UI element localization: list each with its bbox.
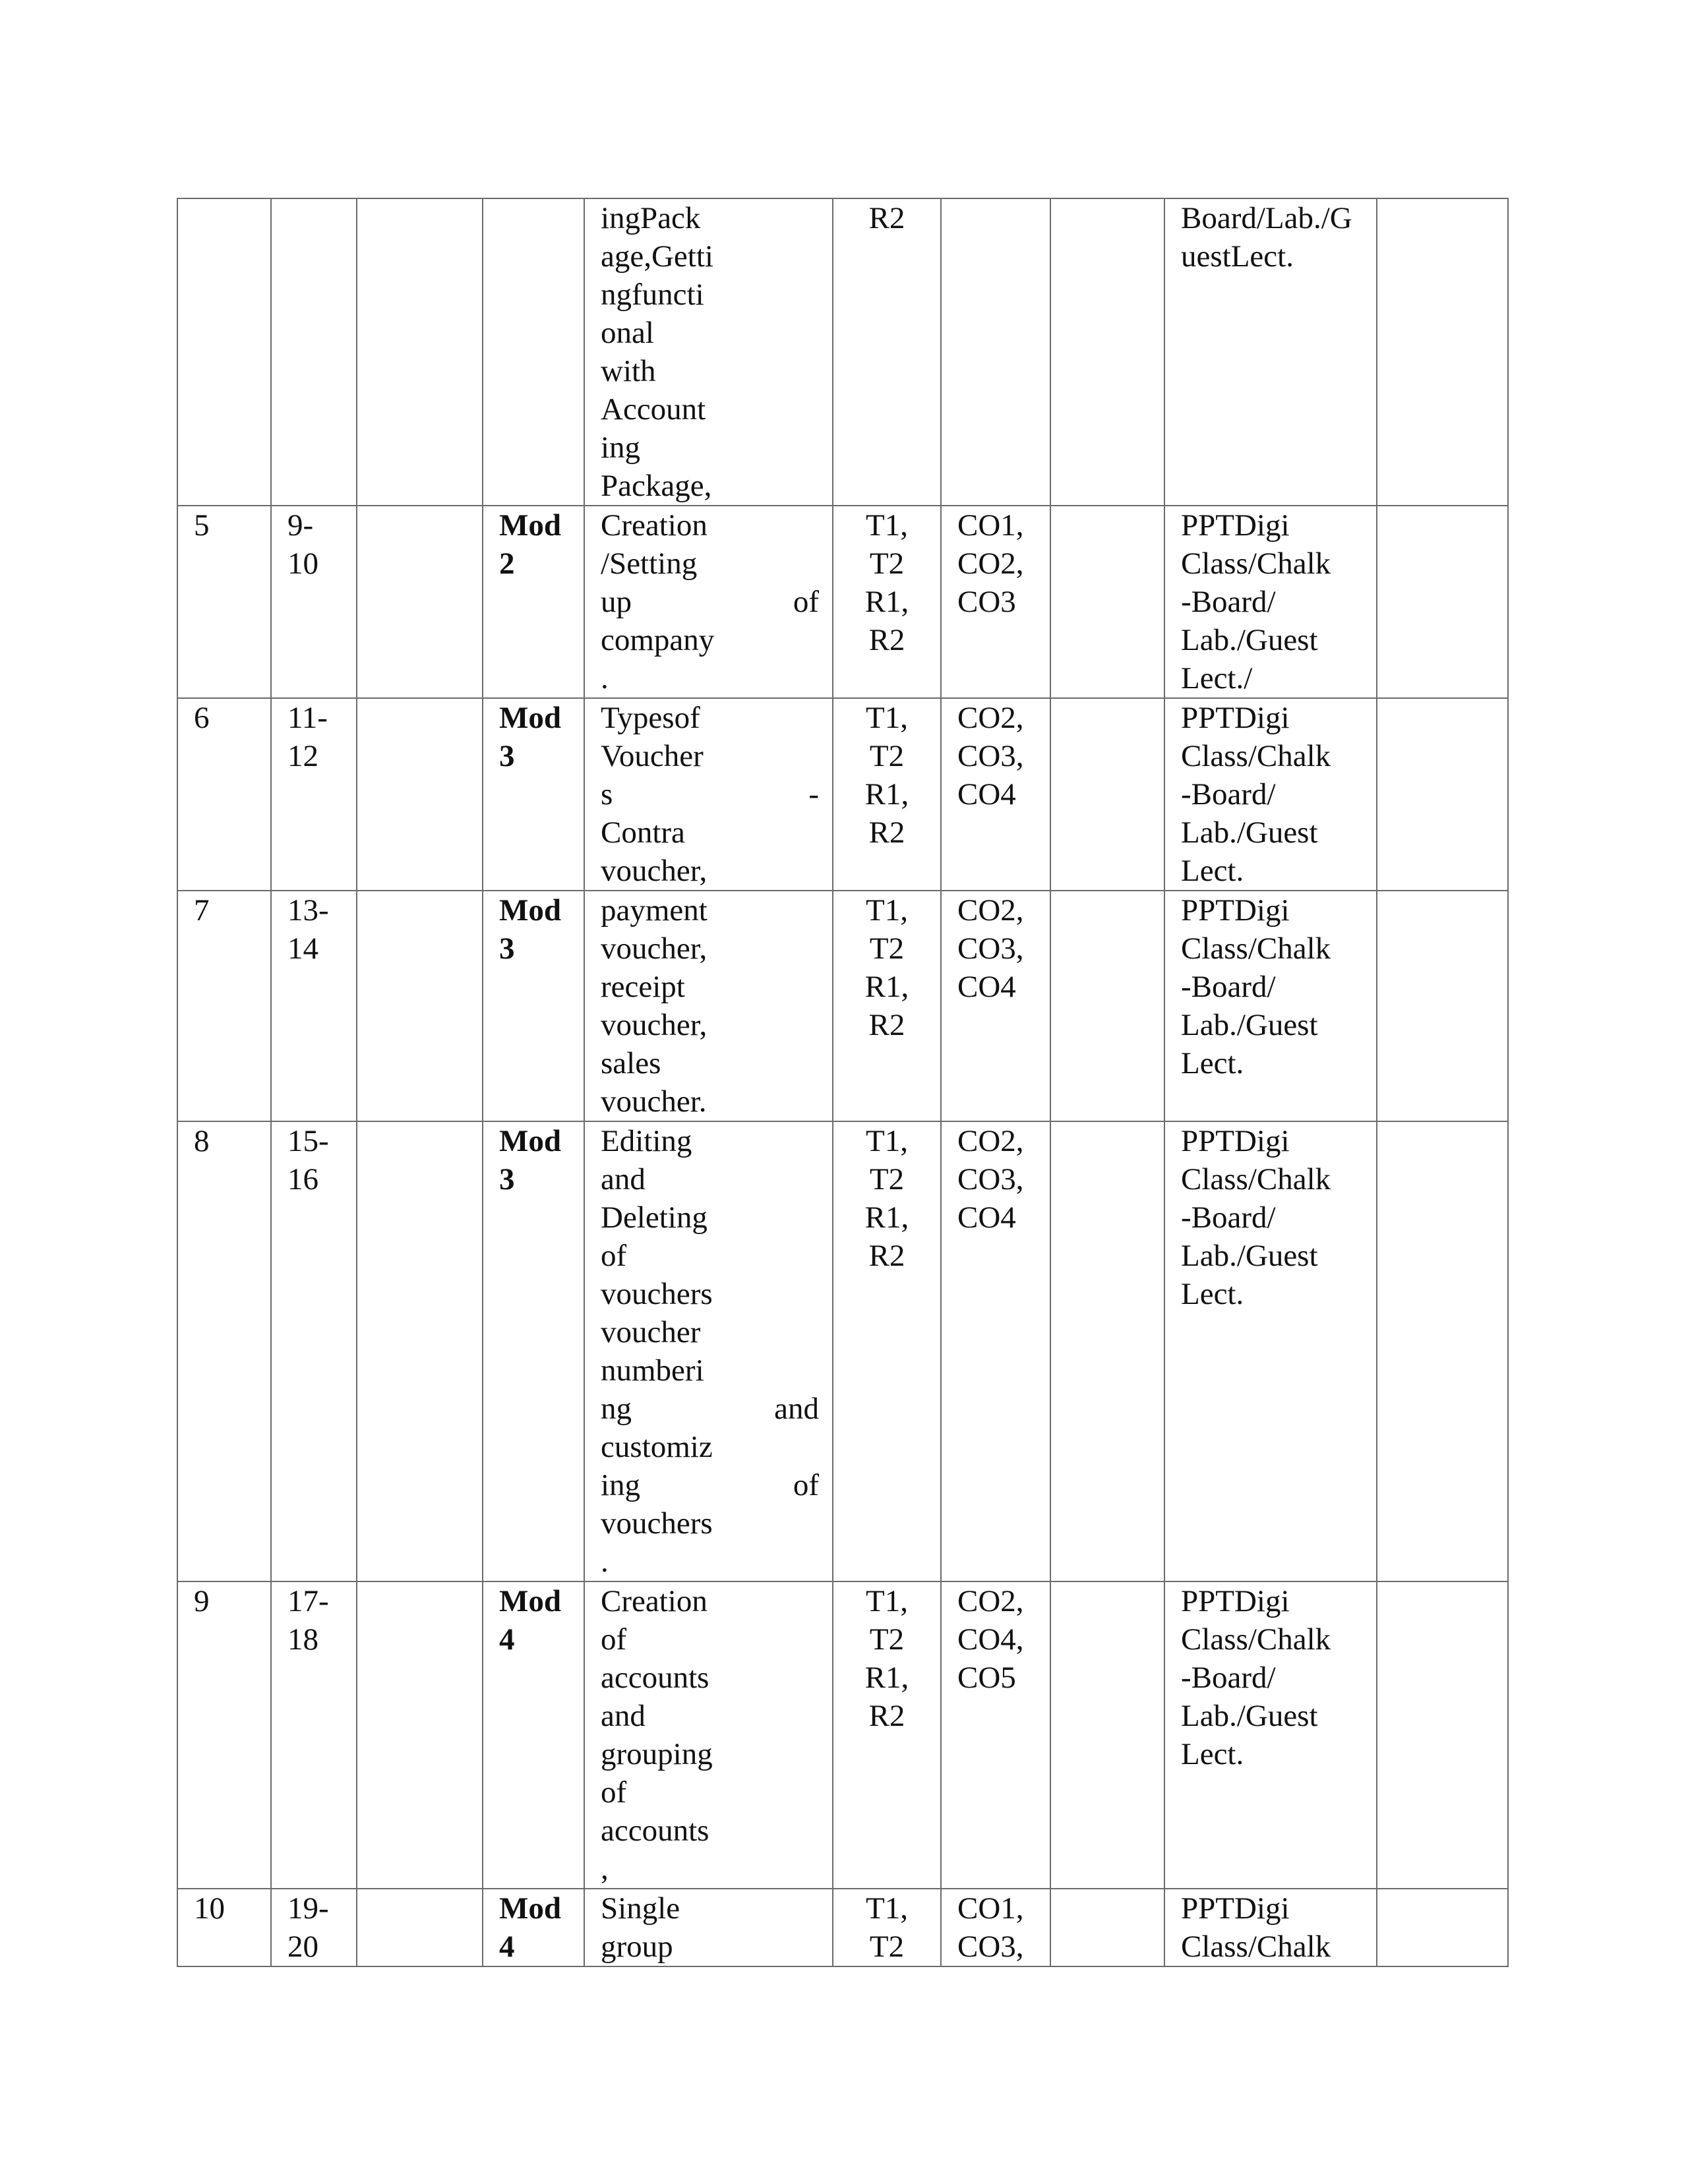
delivery-method-text: [1165, 1582, 1376, 1773]
cell-line: CO3,: [957, 1162, 1024, 1196]
reference-cell: [833, 506, 941, 698]
module-cell: [483, 1581, 584, 1889]
topic-cell: [584, 198, 833, 506]
remarks-cell: [1377, 1889, 1508, 1966]
delivery-method-cell: [1164, 198, 1377, 506]
module-cell: [483, 1889, 584, 1966]
cell-line: Lab./Guest: [1181, 623, 1318, 657]
module-cell: [483, 891, 584, 1121]
cell-line: uestLect.: [1181, 239, 1294, 274]
cell-line: R2: [868, 1008, 905, 1042]
cell-line: -Board/: [1181, 585, 1276, 619]
cell-line: Editing: [601, 1124, 692, 1158]
cell-line: voucher,: [601, 1008, 708, 1042]
remarks-cell: [1377, 506, 1508, 698]
cell-line: [601, 583, 819, 621]
course-outcome-text: [942, 506, 1050, 621]
cell-line: CO4,: [957, 1622, 1024, 1657]
cell-line: ing: [601, 430, 641, 465]
cell-line: T1,: [866, 1124, 908, 1158]
cell-line: Lab./Guest: [1181, 1008, 1318, 1042]
course-outcome-text: [942, 1889, 1050, 1966]
cell-line: PPTDigi: [1181, 701, 1290, 735]
sl-text: 9: [194, 1584, 210, 1618]
sl-text: 7: [194, 893, 210, 928]
course-outcome-cell: [941, 1581, 1050, 1889]
cell-line: and: [601, 1162, 646, 1196]
module-cell: [483, 698, 584, 891]
cell-line: R2: [868, 815, 905, 850]
cell-line: vouchers: [601, 1277, 713, 1311]
cell-line: 20: [287, 1930, 318, 1964]
status-cell: [1050, 506, 1164, 698]
reference-cell: [833, 1889, 941, 1966]
module-text: [483, 891, 584, 968]
cell-line: R1,: [864, 1661, 909, 1695]
cell-line: Board/Lab./G: [1181, 201, 1352, 235]
topic-cell: [584, 1121, 833, 1581]
cell-line: T1,: [866, 1891, 908, 1926]
delivery-method-text: [1165, 1889, 1376, 1966]
topic-text: [585, 1122, 832, 1581]
remarks-cell: [1377, 198, 1508, 506]
cell-line: 17-: [287, 1584, 329, 1618]
table-row: [177, 198, 1508, 506]
cell-line: Account: [601, 392, 706, 427]
cell-line: of: [601, 1239, 627, 1273]
cell-line: R2: [868, 623, 905, 657]
reference-cell: [833, 1581, 941, 1889]
cell-line: Creation: [601, 508, 708, 543]
lecture-cell: [271, 1889, 357, 1966]
sl-text: 8: [194, 1124, 210, 1158]
cell-line: and: [601, 1699, 646, 1733]
cell-line: .: [601, 661, 609, 695]
cell-line: voucher: [601, 1315, 701, 1349]
module-cell: [483, 198, 584, 506]
module-text: [483, 1582, 584, 1659]
sl-text: 10: [194, 1891, 225, 1926]
cell-line: 11-: [287, 701, 328, 735]
cell-line: Mod: [499, 1584, 561, 1618]
cell-line: CO4: [957, 1200, 1016, 1235]
cell-line: CO1,: [957, 508, 1024, 543]
table-row: [177, 1121, 1508, 1581]
cell-line: 3: [499, 1162, 515, 1196]
reference-text: [833, 1889, 940, 1966]
remarks-cell: [1377, 1121, 1508, 1581]
remarks-cell: [1377, 698, 1508, 891]
cell-line: Deleting: [601, 1200, 708, 1235]
cell-line: T1,: [866, 1584, 908, 1618]
cell-line: CO3,: [957, 739, 1024, 773]
lecture-text: [272, 1889, 356, 1966]
course-outcome-cell: [941, 891, 1050, 1121]
cell-line: Package,: [601, 469, 712, 503]
status-cell: [1050, 891, 1164, 1121]
course-outcome-text: [942, 1582, 1050, 1697]
table-row: [177, 1581, 1508, 1889]
cell-line: T2: [869, 931, 905, 966]
delivery-method-text: [1165, 1122, 1376, 1313]
cell-line: ingPack: [601, 201, 701, 235]
sl-cell: [177, 1889, 271, 1966]
cell-line: Creation: [601, 1584, 708, 1618]
course-outcome-text: [942, 1122, 1050, 1237]
cell-line: Lab./Guest: [1181, 1239, 1318, 1273]
cell-word: ng: [601, 1392, 632, 1426]
cell-line: Class/Chalk: [1181, 931, 1331, 966]
module-text: [483, 506, 584, 583]
cell-line: PPTDigi: [1181, 893, 1290, 928]
cell-line: -Board/: [1181, 970, 1276, 1004]
cell-word: and: [774, 1392, 819, 1426]
cell-line: vouchers: [601, 1506, 713, 1541]
cell-line: PPTDigi: [1181, 1584, 1290, 1618]
cell-line: -Board/: [1181, 1200, 1276, 1235]
cell-line: CO2,: [957, 546, 1024, 581]
sl-cell: [177, 1121, 271, 1581]
cell-line: with: [601, 354, 656, 388]
cell-line: R2: [868, 1239, 905, 1273]
cell-line: Single: [601, 1891, 680, 1926]
topic-cell: [584, 1581, 833, 1889]
date-cell: [357, 506, 483, 698]
cell-line: 15-: [287, 1124, 329, 1158]
cell-line: R2: [868, 1699, 905, 1733]
lecture-text: [272, 1122, 356, 1198]
cell-line: PPTDigi: [1181, 1124, 1290, 1158]
cell-line: 2: [499, 546, 515, 581]
cell-line: grouping: [601, 1737, 713, 1771]
cell-line: CO5: [957, 1661, 1016, 1695]
cell-line: CO2,: [957, 893, 1024, 928]
cell-word: of: [793, 585, 819, 619]
sl-cell: [177, 698, 271, 891]
cell-line: R1,: [864, 585, 909, 619]
cell-line: CO2,: [957, 1584, 1024, 1618]
reference-text: [833, 506, 940, 659]
cell-line: CO2,: [957, 1124, 1024, 1158]
cell-word: ing: [601, 1468, 641, 1502]
module-cell: [483, 1121, 584, 1581]
cell-word: s: [601, 777, 613, 812]
delivery-method-text: [1165, 199, 1376, 276]
cell-line: group: [601, 1930, 673, 1964]
cell-line: voucher.: [601, 1084, 707, 1119]
table-row: [177, 891, 1508, 1121]
status-cell: [1050, 1581, 1164, 1889]
delivery-method-cell: [1164, 506, 1377, 698]
cell-line: age,Getti: [601, 239, 713, 274]
cell-line: CO1,: [957, 1891, 1024, 1926]
topic-text: [585, 506, 832, 697]
cell-line: Class/Chalk: [1181, 1930, 1331, 1964]
cell-line: onal: [601, 316, 654, 350]
cell-line: 12: [287, 739, 318, 773]
cell-line: T2: [869, 1930, 905, 1964]
reference-text: [833, 1122, 940, 1275]
table-body: [177, 198, 1508, 1966]
cell-line: 4: [499, 1622, 515, 1657]
cell-line: Mod: [499, 893, 561, 928]
cell-line: Contra: [601, 815, 685, 850]
cell-line: T1,: [866, 701, 908, 735]
cell-line: [601, 1390, 819, 1428]
cell-line: Lab./Guest: [1181, 815, 1318, 850]
delivery-method-cell: [1164, 891, 1377, 1121]
cell-line: Mod: [499, 1891, 561, 1926]
topic-text: [585, 699, 832, 890]
cell-line: Class/Chalk: [1181, 546, 1331, 581]
cell-line: 3: [499, 931, 515, 966]
cell-line: Mod: [499, 1124, 561, 1158]
status-cell: [1050, 698, 1164, 891]
cell-line: numberi: [601, 1353, 704, 1388]
delivery-method-cell: [1164, 698, 1377, 891]
cell-line: accounts: [601, 1661, 709, 1695]
cell-line: T2: [869, 739, 905, 773]
date-cell: [357, 1121, 483, 1581]
cell-line: 4: [499, 1930, 515, 1964]
lecture-cell: [271, 891, 357, 1121]
module-text: [483, 1122, 584, 1198]
sl-cell: [177, 198, 271, 506]
cell-line: Class/Chalk: [1181, 739, 1331, 773]
cell-line: accounts: [601, 1814, 709, 1848]
cell-line: 19-: [287, 1891, 329, 1926]
sl-cell: [177, 1581, 271, 1889]
cell-line: voucher,: [601, 931, 708, 966]
lecture-cell: [271, 1121, 357, 1581]
cell-line: T2: [869, 1162, 905, 1196]
topic-cell: [584, 891, 833, 1121]
cell-line: CO2,: [957, 701, 1024, 735]
cell-line: R2: [868, 201, 905, 235]
cell-line: payment: [601, 893, 708, 928]
date-cell: [357, 198, 483, 506]
cell-line: Typesof: [601, 701, 700, 735]
cell-line: CO3,: [957, 1930, 1024, 1964]
cell-line: R1,: [864, 777, 909, 812]
cell-line: CO3,: [957, 931, 1024, 966]
reference-cell: [833, 198, 941, 506]
reference-cell: [833, 891, 941, 1121]
cell-line: ,: [601, 1852, 609, 1886]
course-outcome-cell: [941, 698, 1050, 891]
module-text: [483, 699, 584, 775]
cell-line: -Board/: [1181, 1661, 1276, 1695]
cell-line: PPTDigi: [1181, 1891, 1290, 1926]
date-cell: [357, 1889, 483, 1966]
remarks-cell: [1377, 1581, 1508, 1889]
cell-line: Lect.: [1181, 1046, 1244, 1080]
module-cell: [483, 506, 584, 698]
table-row: [177, 698, 1508, 891]
cell-line: Class/Chalk: [1181, 1162, 1331, 1196]
course-outcome-cell: [941, 198, 1050, 506]
lecture-cell: [271, 506, 357, 698]
topic-text: [585, 199, 832, 505]
cell-line: Lect./: [1181, 661, 1253, 695]
status-cell: [1050, 198, 1164, 506]
cell-line: T1,: [866, 893, 908, 928]
cell-line: 3: [499, 739, 515, 773]
cell-word: of: [793, 1468, 819, 1502]
delivery-method-text: [1165, 699, 1376, 890]
topic-text: [585, 1889, 832, 1966]
topic-cell: [584, 1889, 833, 1966]
cell-line: Class/Chalk: [1181, 1622, 1331, 1657]
cell-line: Lect.: [1181, 1737, 1244, 1771]
lecture-text: [272, 506, 356, 583]
cell-line: Voucher: [601, 739, 704, 773]
cell-line: 16: [287, 1162, 318, 1196]
cell-line: .: [601, 1545, 609, 1579]
date-cell: [357, 891, 483, 1121]
reference-cell: [833, 698, 941, 891]
table-row: [177, 506, 1508, 698]
sl-cell: [177, 506, 271, 698]
course-outcome-text: [942, 699, 1050, 813]
topic-text: [585, 891, 832, 1121]
table-row: [177, 1889, 1508, 1966]
remarks-cell: [1377, 891, 1508, 1121]
date-cell: [357, 698, 483, 891]
topic-cell: [584, 698, 833, 891]
cell-line: Mod: [499, 508, 561, 543]
cell-line: T1,: [866, 508, 908, 543]
reference-text: [833, 699, 940, 852]
sl-text: 5: [194, 508, 210, 543]
reference-cell: [833, 1121, 941, 1581]
lecture-cell: [271, 1581, 357, 1889]
cell-line: voucher,: [601, 854, 708, 888]
cell-line: R1,: [864, 970, 909, 1004]
sl-text: 6: [194, 701, 210, 735]
course-outcome-cell: [941, 506, 1050, 698]
cell-line: 14: [287, 931, 318, 966]
cell-line: 10: [287, 546, 318, 581]
lecture-text: [272, 1582, 356, 1659]
delivery-method-cell: [1164, 1581, 1377, 1889]
lecture-cell: [271, 698, 357, 891]
cell-line: Lab./Guest: [1181, 1699, 1318, 1733]
lecture-text: [272, 699, 356, 775]
lecture-cell: [271, 198, 357, 506]
cell-line: CO4: [957, 777, 1016, 812]
cell-line: T2: [869, 546, 905, 581]
cell-line: 13-: [287, 893, 329, 928]
sl-cell: [177, 891, 271, 1121]
cell-line: 9-: [287, 508, 314, 543]
delivery-method-cell: [1164, 1121, 1377, 1581]
cell-line: customiz: [601, 1430, 713, 1464]
cell-line: company: [601, 623, 715, 657]
cell-word: up: [601, 585, 632, 619]
module-text: [483, 1889, 584, 1966]
course-outcome-cell: [941, 1121, 1050, 1581]
cell-word: -: [808, 777, 819, 812]
course-outcome-text: [942, 891, 1050, 1006]
cell-line: CO4: [957, 970, 1016, 1004]
cell-line: of: [601, 1775, 627, 1810]
status-cell: [1050, 1121, 1164, 1581]
cell-line: [601, 775, 819, 813]
delivery-method-text: [1165, 506, 1376, 697]
status-cell: [1050, 1889, 1164, 1966]
reference-text: [833, 1582, 940, 1735]
cell-line: Lect.: [1181, 854, 1244, 888]
cell-line: of: [601, 1622, 627, 1657]
cell-line: receipt: [601, 970, 685, 1004]
cell-line: R1,: [864, 1200, 909, 1235]
cell-line: T2: [869, 1622, 905, 1657]
topic-text: [585, 1582, 832, 1888]
cell-line: PPTDigi: [1181, 508, 1290, 543]
date-cell: [357, 1581, 483, 1889]
cell-line: ngfuncti: [601, 278, 704, 312]
course-outcome-cell: [941, 1889, 1050, 1966]
lesson-plan-table: [177, 198, 1509, 1967]
cell-line: [601, 1466, 819, 1504]
cell-line: Mod: [499, 701, 561, 735]
cell-line: sales: [601, 1046, 661, 1080]
topic-cell: [584, 506, 833, 698]
delivery-method-text: [1165, 891, 1376, 1082]
reference-text: [833, 891, 940, 1044]
lecture-text: [272, 891, 356, 968]
cell-line: CO3: [957, 585, 1016, 619]
delivery-method-cell: [1164, 1889, 1377, 1966]
cell-line: Lect.: [1181, 1277, 1244, 1311]
reference-text: [833, 199, 940, 237]
cell-line: -Board/: [1181, 777, 1276, 812]
cell-line: /Setting: [601, 546, 698, 581]
cell-line: 18: [287, 1622, 318, 1657]
